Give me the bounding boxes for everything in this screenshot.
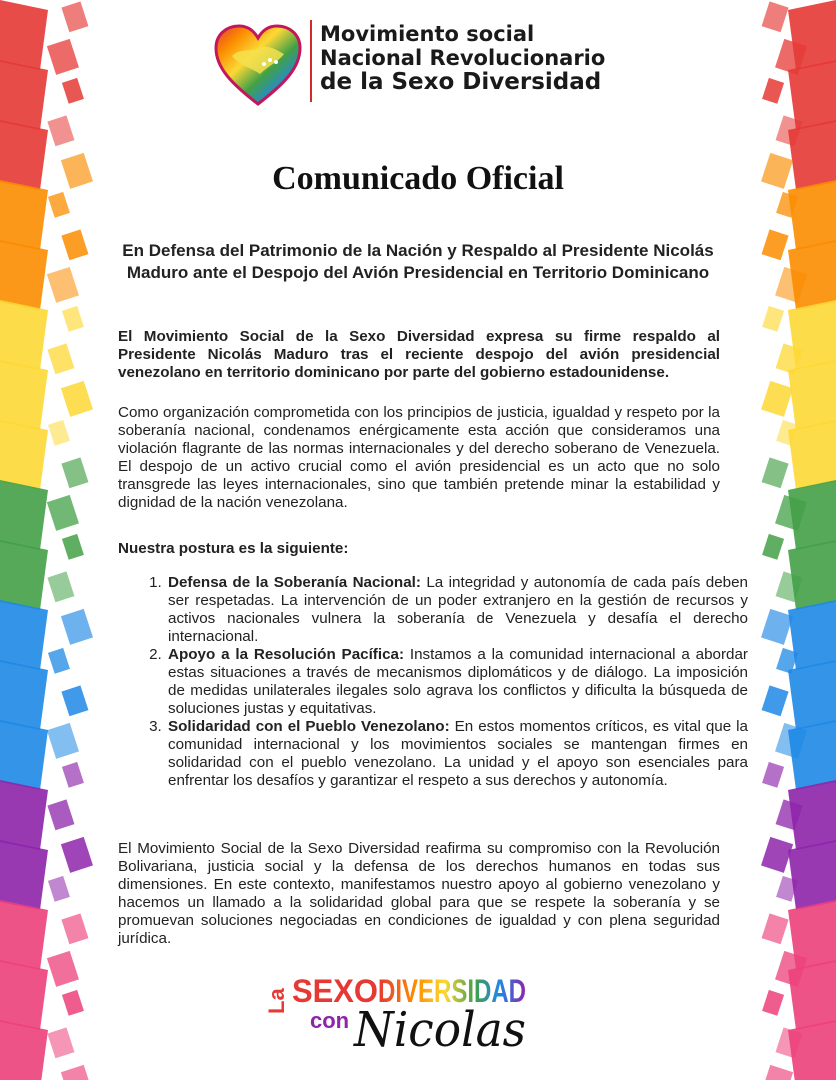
postura-heading: Nuestra postura es la siguiente: [118, 540, 349, 557]
list-item [166, 646, 748, 718]
logo-word-sexo: SEXO [292, 973, 378, 1009]
rainbow-tile [762, 913, 789, 944]
rainbow-tile [788, 660, 836, 730]
rainbow-tile [62, 306, 84, 332]
rainbow-tile [761, 1065, 793, 1080]
rainbow-tile [62, 534, 84, 560]
org-name-line1: Movimiento social [320, 22, 535, 46]
list-item-title: Defensa de la Soberanía Nacional: [168, 574, 421, 591]
rainbow-tile [762, 534, 784, 560]
rainbow-tile [762, 685, 789, 716]
rainbow-tile [762, 1, 789, 32]
rainbow-tile [61, 837, 93, 873]
lead-paragraph: El Movimiento Social de la Sexo Diversidad expresa su firme respaldo al Presidente Nicolás Maduro tras el reciente despojo del avión presidencial venezolano en territorio dominicano por parte del gobierno estadounidense. [118, 328, 720, 381]
body-paragraph-1: Como organización comprometida con los principios de justicia, igualdad y respeto por la soberanía nacional, condenamos enérgicamente esta acción que consideramos una violación flagrante de las normas internacionales y del derecho soberano de Venezuela. El despojo de un activo crucial como el avión presidencial es un acto que no solo transgrede las leyes internacionales, sino que también pretende minar la estabilidad y dignidad de la nación venezolana. [118, 404, 720, 511]
rainbow-tile [0, 60, 48, 130]
rainbow-tile [0, 360, 48, 430]
rainbow-tile [0, 1020, 48, 1080]
rainbow-tile [61, 229, 88, 260]
rainbow-tile [0, 540, 48, 610]
logo-word-nicolas: Nicolas [353, 1002, 526, 1058]
rainbow-tile [62, 990, 84, 1016]
rainbow-tile [0, 720, 48, 790]
list-item [166, 718, 748, 790]
list-item-text: Instamos a la comunidad internacional a abordar estas situaciones a través de mecanismos diplomáticos y de diálogo. La imposición de medidas unilaterales ilegales solo agrava los conflictos y dificulta la búsqueda de soluciones justas y equitativas. [168, 646, 748, 717]
rainbow-tile [762, 762, 784, 788]
rainbow-tile [762, 78, 784, 104]
rainbow-tile [47, 571, 74, 602]
rainbow-tile [0, 420, 48, 490]
organization-header [212, 16, 612, 106]
body-paragraph-2: El Movimiento Social de la Sexo Diversidad reafirma su compromiso con la Revolución Bolivariana, justicia social y la defensa de los derechos humanos en todas sus dimensiones. En este contexto, manifestamos nuestro apoyo al gobierno venezolano y hacemos un llamado a la solidaridad global para que se respete la soberanía y se promuevan soluciones negociadas en condiciones de igualdad y con plena seguridad jurídica. [118, 840, 720, 947]
rainbow-tile [61, 913, 88, 944]
rainbow-tile [48, 876, 70, 902]
rainbow-tile [0, 600, 48, 670]
list-item-title: Solidaridad con el Pueblo Venezolano: [168, 718, 450, 735]
rainbow-tile [0, 780, 48, 850]
rainbow-tile [61, 685, 88, 716]
document-subtitle: En Defensa del Patrimonio de la Nación y Respaldo al Presidente Nicolás Maduro ante el Despojo del Avión Presidencial en Territorio Dominicano [122, 241, 714, 282]
rainbow-tile [788, 840, 836, 910]
rainbow-tile [48, 648, 70, 674]
rainbow-tile [762, 457, 789, 488]
rainbow-tile [761, 837, 793, 873]
rainbow-tile [47, 267, 79, 303]
rainbow-tile [0, 900, 48, 970]
rainbow-tile [48, 420, 70, 446]
rainbow-tile [62, 78, 84, 104]
rainbow-tile [47, 39, 79, 75]
rainbow-tile [47, 799, 74, 830]
footer-slogan-logo [264, 966, 560, 1076]
rainbow-tile [47, 723, 79, 759]
organization-name [320, 22, 605, 94]
rainbow-tile [47, 951, 79, 987]
rainbow-heart-logo-icon [212, 22, 304, 108]
document-title: Comunicado Oficial [272, 160, 564, 197]
rainbow-tile [61, 457, 88, 488]
rainbow-tile [0, 480, 48, 550]
rainbow-tile [762, 229, 789, 260]
logo-word-diversidad: DIVERSIDAD [378, 973, 526, 1009]
rainbow-tile [0, 300, 48, 370]
logo-word-con: con [310, 1008, 350, 1033]
rainbow-tile [47, 495, 79, 531]
rainbow-tile [0, 240, 48, 310]
org-name-line3: de la Sexo Diversidad [320, 69, 602, 95]
postura-list [138, 574, 748, 790]
rainbow-tile [47, 343, 74, 374]
rainbow-tile [62, 762, 84, 788]
rainbow-tile [0, 840, 48, 910]
header-divider [310, 20, 312, 102]
rainbow-tile [61, 1065, 93, 1080]
list-item [166, 574, 748, 646]
rainbow-tile [762, 306, 784, 332]
rainbow-tile [61, 609, 93, 645]
list-item-text: En estos momentos críticos, es vital que la comunidad internacional y los movimientos sociales se mantengan firmes en solidaridad con el pueblo venezolano. La unidad y el apoyo son esenciales para enfrentar los desafíos y garantizar el respeto a sus derechos y autonomía. [168, 718, 748, 789]
rainbow-tile [0, 0, 48, 70]
org-name-line2: Nacional Revolucionario [320, 46, 606, 70]
rainbow-tile [761, 609, 793, 645]
rainbow-tile [761, 381, 793, 417]
rainbow-tile [0, 660, 48, 730]
list-item-title: Apoyo a la Resolución Pacífica: [168, 646, 405, 663]
rainbow-tile [762, 990, 784, 1016]
rainbow-tile [61, 1, 88, 32]
list-item-text: La integridad y autonomía de cada país deben ser respetadas. La intervención de un poder extranjero en la gestión de recursos y activos nacionales vulnera la soberanía de Venezuela y desafía el derecho internacional. [168, 574, 748, 645]
rainbow-tile [0, 960, 48, 1030]
rainbow-tile [61, 381, 93, 417]
logo-word-la: La [264, 988, 289, 1014]
rainbow-tile [47, 1027, 74, 1058]
rainbow-tile [47, 115, 74, 146]
